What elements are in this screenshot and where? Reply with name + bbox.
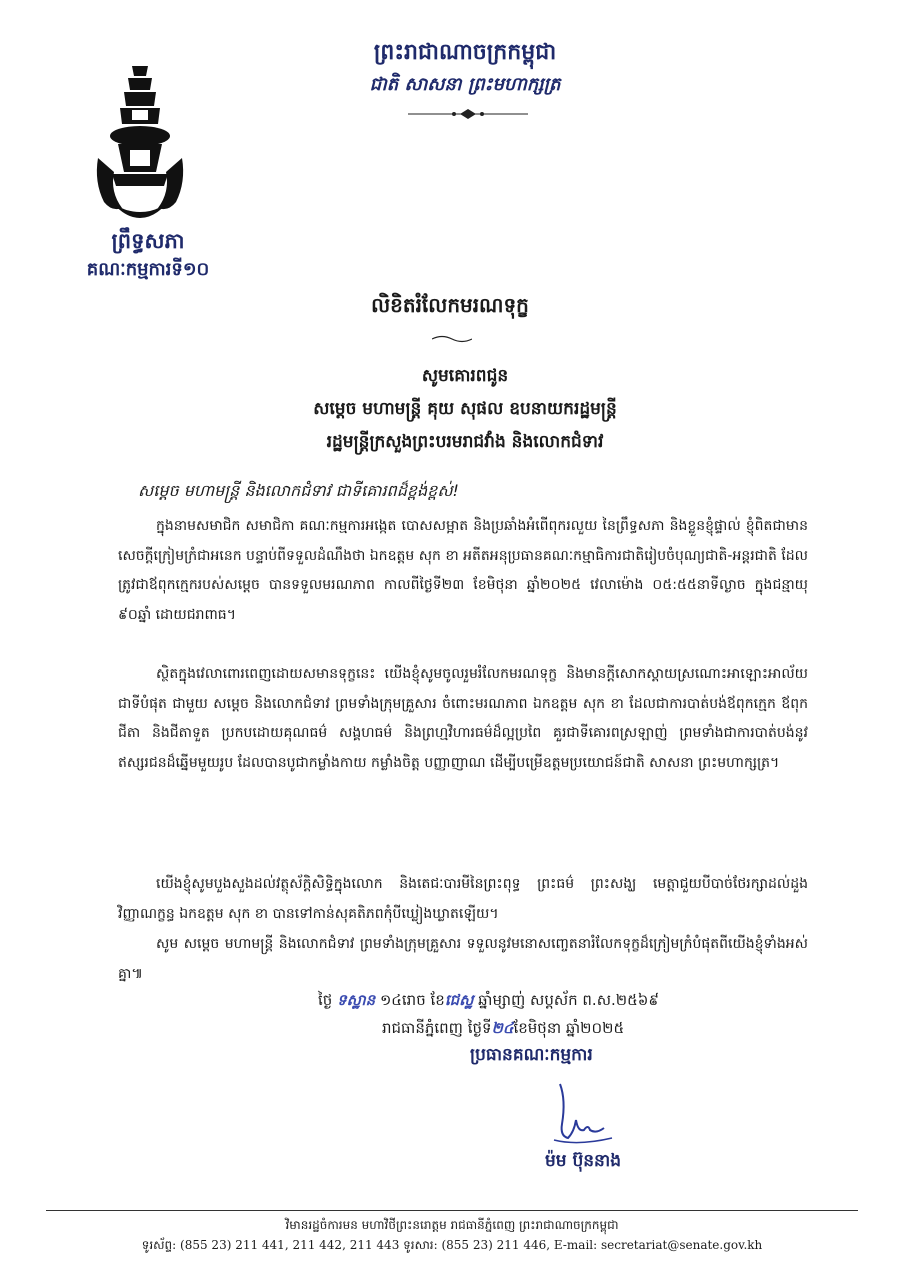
recipient-line-1: សូមគោរពជូន	[421, 366, 509, 386]
lunar-date	[318, 986, 838, 1014]
institution-name: ព្រឹទ្ធសភា	[111, 229, 185, 253]
body-paragraph-2	[118, 660, 808, 778]
national-motto: ជាតិ សាសនា ព្រះមហាក្សត្រ	[369, 74, 561, 95]
lunar-mid: ១៤រោច	[379, 991, 426, 1009]
solar-prefix: រាជធានីភ្នំពេញ ថ្ងៃទី	[382, 1019, 492, 1037]
lunar-prefix: ថ្ងៃ	[318, 991, 333, 1009]
recipient-block	[180, 360, 750, 459]
document-title: លិខិតរំលែកមរណទុក្ខ	[371, 293, 529, 317]
solar-date	[318, 1014, 838, 1042]
paragraph-text: ក្នុងនាមសមាជិក សមាជិកា គណៈកម្មការអង្កេត បោសសម្អាត និងប្រឆាំងអំពើពុករលួយ នៃព្រឹទ្ធសភា និងខ្លួនខ្ញុំផ្ទាល់ ខ្ញុំពិតជាមានសេចក្តីក្រៀមក្រំជាអនេក បន្ទាប់ពីទទួលដំណឹងថា ឯកឧត្តម សុក ខា អតីតអនុប្រធានគណៈកម្មាធិការជាតិរៀបចំបុណ្យជាតិ-អន្តរជាតិ ដែលត្រូវជាឪពុកក្មេករបស់សម្តេច បានទទួលមរណភាព កាលពីថ្ងៃទី២៣ ខែមិថុនា ឆ្នាំ២០២៥ វេលាម៉ោង ០៥:៥៥នាទីល្ងាច ក្នុងជន្មាយុ ៩០ឆ្នាំ ដោយជរាពាធ។	[118, 518, 808, 623]
kingdom-title: ព្រះរាជាណាចក្រកម្ពុជា	[373, 40, 557, 65]
body-paragraph-3	[118, 870, 808, 929]
date-block	[318, 986, 838, 1042]
solar-suffix: ខែមិថុនា ឆ្នាំ២០២៥	[513, 1019, 625, 1037]
paragraph-text: ស្ថិតក្នុងវេលាពោរពេញដោយសមានទុក្ខនេះ យើងខ្ញុំសូមចូលរួមរំលែកមរណទុក្ខ និងមានក្តីសោកស្តាយស្រណោះអាឡោះអាល័យជាទីបំផុត ជាមួយ សម្តេច និងលោកជំទាវ ព្រមទាំងក្រុមគ្រួសារ ចំពោះមរណភាព ឯកឧត្តម សុក ខា ដែលជាការបាត់បង់ឪពុកក្មេក ឪពុក ជីតា និងជីតាទួត ប្រកបដោយគុណធម៌ សង្គហធម៌ និងព្រហ្មវិហារធម៌ដ៏ល្អប្រពៃ គួរជាទីគោរពស្រឡាញ់ ព្រមទាំងជាការបាត់បង់នូវឥស្សរជនដ៏ឆ្នើមមួយរូប ដែលបានបូជាកម្លាំងកាយ កម្លាំងចិត្ត បញ្ញាញាណ ដើម្បីបម្រើឧត្តមប្រយោជន៍ជាតិ សាសនា ព្រះមហាក្សត្រ។	[118, 666, 808, 771]
title-ornament-icon	[432, 334, 472, 344]
footer	[46, 1215, 858, 1255]
footer-divider	[46, 1210, 858, 1211]
institution-block	[68, 226, 228, 284]
body-paragraph-4	[118, 930, 808, 989]
body-paragraph-1	[118, 512, 808, 630]
signatory-name: ម៉ម ប៊ុននាង	[544, 1151, 622, 1171]
lunar-month-handwritten: ជេស្ឋ	[444, 991, 474, 1009]
paragraph-text: យើងខ្ញុំសូមបួងសួងដល់វត្ថុស័ក្តិសិទ្ធិក្នុងលោក និងតេជៈបារមីនៃព្រះពុទ្ធ ព្រះធម៌ ព្រះសង្ឃ មេត្តាជួយបីបាច់ថែរក្សាដល់ដួងវិញ្ញាណក្ខន្ធ ឯកឧត្តម សុក ខា បានទៅកាន់សុគតិភពកុំបីឃ្លៀងឃ្លាតឡើយ។	[118, 876, 808, 922]
commission-name: គណៈកម្មការទី១០	[86, 259, 210, 280]
lunar-day-handwritten: ទស្ឋាន	[337, 991, 376, 1009]
signatory-title: ប្រធានគណៈកម្មការ	[470, 1045, 593, 1065]
kingdom-header	[300, 36, 630, 100]
recipient-line-3: រដ្ឋមន្ត្រីក្រសួងព្រះបរមរាជវាំង និងលោកជំទាវ	[326, 432, 604, 452]
footer-address: វិមានរដ្ឋចំការមន មហាវិថីព្រះនរោត្តម រាជធានីភ្នំពេញ ព្រះរាជាណាចក្រកម្ពុជា	[285, 1218, 619, 1232]
month-prefix: ខែ	[430, 991, 445, 1009]
recipient-line-2: សម្តេច មហាមន្ត្រី គុយ សុផល ឧបនាយករដ្ឋមន្ត្រី	[313, 399, 617, 419]
senate-emblem-icon	[92, 62, 188, 222]
footer-contact: ទូរស័ព្ទ: (855 23) 211 441, 211 442, 211 443 ទូរសារ: (855 23) 211 446, E-mail: secretariat@senate.gov.kh	[141, 1238, 763, 1252]
ornament-divider-icon	[408, 108, 528, 120]
lunar-suffix: ឆ្នាំម្សាញ់ សប្តស័ក ព.ស.២៥៦៩	[478, 991, 659, 1009]
solar-day-handwritten: ២៤	[491, 1019, 514, 1037]
signature-icon	[548, 1080, 618, 1150]
paragraph-text: សូម សម្តេច មហាមន្ត្រី និងលោកជំទាវ ព្រមទាំងក្រុមគ្រួសារ ទទួលនូវមនោសញ្ចេតនារំលែកទុក្ខដ៏ក្រៀមក្រំបំផុតពីយើងខ្ញុំទាំងអស់គ្នា៕	[118, 936, 808, 982]
salutation: សម្តេច មហាមន្ត្រី និងលោកជំទាវ ជាទីគោរពដ៏ខ្ពង់ខ្ពស់!	[138, 481, 459, 500]
